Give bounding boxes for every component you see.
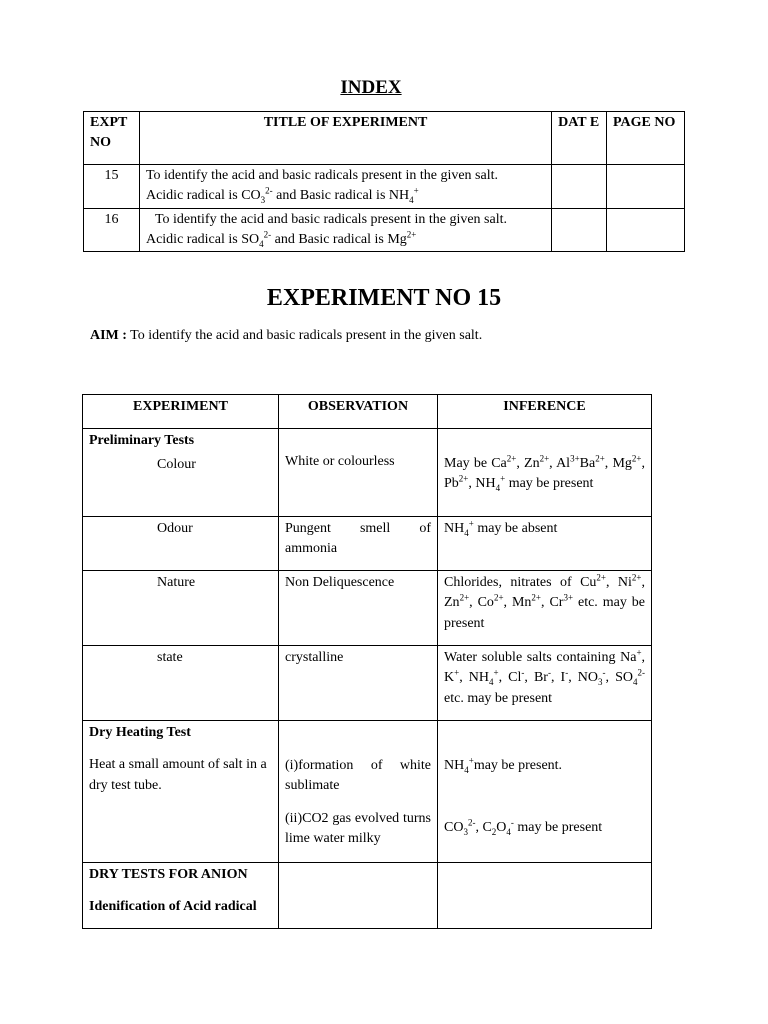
header-observation: OBSERVATION xyxy=(279,395,438,429)
index-row-no: 16 xyxy=(84,208,140,252)
index-row-title-line1: To identify the acid and basic radicals present in the given salt. xyxy=(154,211,507,227)
inf-co2: $CO_3^{2-}$, $C_2O_4^-$ may be present xyxy=(444,817,603,838)
inf-colour: May be $Ca^{2+}$, $Zn^{2+}$, $Al^{3+}Ba^{2+}$, $Mg^{2+}$, $Pb^{2+}$, $NH_4^+$ may be present xyxy=(444,453,645,494)
index-row-title xyxy=(139,208,551,252)
test-colour: Colour xyxy=(157,457,196,473)
cell-observation xyxy=(279,721,438,863)
table-row xyxy=(83,721,652,863)
index-header-date: DAT E xyxy=(552,112,607,165)
obs-sublimate: (i)formation of white sublimate xyxy=(285,758,431,794)
inf-state: Water soluble salts containing Na+, K+, $NH_4^+$, Cl-, Br-, I-, $NO_3^-$, $SO_4^{2-}etc$. may be present xyxy=(444,647,646,706)
test-odour: Odour xyxy=(157,521,193,536)
aim-statement xyxy=(90,326,482,346)
cell-inference xyxy=(438,646,652,721)
index-title: INDEX xyxy=(340,77,402,98)
table-row xyxy=(83,429,652,517)
section-dry-tests-anion: DRY TESTS FOR ANION xyxy=(89,867,248,882)
section-acid-radical: Idenification of Acid radical xyxy=(89,899,257,915)
cell-inference xyxy=(438,571,652,646)
inf-odour: $NH_4^+$ may be absent xyxy=(444,518,558,538)
inf-sublimate: $NH_4^+may$ be present. xyxy=(444,755,563,775)
aim-label: AIM : xyxy=(90,328,127,343)
header-experiment: EXPERIMENT xyxy=(83,395,279,429)
cell-inference xyxy=(438,721,652,863)
test-state: state xyxy=(157,650,183,665)
index-header-expt-no: EXPT NO xyxy=(84,112,140,165)
section-preliminary-tests: Preliminary Tests xyxy=(89,433,195,448)
index-row-title-line2: Acidic radical is $CO_3^{2-}$ and Basic radical is $NH_4^+$ xyxy=(145,185,419,206)
table-row xyxy=(83,517,652,571)
section-dry-heating: Dry Heating Test xyxy=(89,725,191,740)
index-table xyxy=(83,111,685,252)
experiment-header-row xyxy=(83,395,652,429)
index-row-title-line2: Acidic radical is $SO_4^{2-}$ and Basic radical is $Mg^{2+}$ xyxy=(145,229,417,249)
obs-nature: Non Deliquescence xyxy=(279,571,438,646)
index-header-page-no: PAGE NO xyxy=(607,112,685,165)
cell-experiment xyxy=(83,571,279,646)
cell-experiment xyxy=(83,721,279,863)
index-row-date xyxy=(552,208,607,252)
cell-experiment xyxy=(83,646,279,721)
aim-text: To identify the acid and basic radicals present in the given salt. xyxy=(126,328,483,343)
index-row-date xyxy=(552,165,607,209)
cell-experiment xyxy=(83,429,279,517)
table-row xyxy=(84,165,685,209)
header-inference: INFERENCE xyxy=(438,395,652,429)
obs-colour: White or colourless xyxy=(285,454,395,469)
cell-experiment xyxy=(83,517,279,571)
experiment-table xyxy=(82,394,652,929)
index-header-title: TITLE OF EXPERIMENT xyxy=(139,112,551,165)
cell-observation xyxy=(279,863,438,929)
index-row-no: 15 xyxy=(84,165,140,209)
obs-state: crystalline xyxy=(279,646,438,721)
index-header-row xyxy=(84,112,685,165)
table-row xyxy=(83,863,652,929)
table-row xyxy=(84,208,685,252)
cell-inference xyxy=(438,863,652,929)
obs-odour: Pungent smell of ammonia xyxy=(279,517,438,571)
inf-nature: Chlorides, nitrates of $Cu^{2+}$, $Ni^{2+}$, $Zn^{2+}$, $Co^{2+}$, $Mn^{2+}$, $Cr^{3+}$ etc. may be present xyxy=(444,572,646,631)
test-nature: Nature xyxy=(157,575,196,590)
index-row-page xyxy=(607,208,685,252)
cell-observation xyxy=(279,429,438,517)
cell-experiment xyxy=(83,863,279,929)
cell-inference xyxy=(438,429,652,517)
dry-heating-procedure: Heat a small amount of salt in a dry test tube. xyxy=(89,757,267,793)
index-row-title xyxy=(139,165,551,209)
table-row xyxy=(83,571,652,646)
table-row xyxy=(83,646,652,721)
index-row-title-line1: To identify the acid and basic radicals present in the given salt. xyxy=(145,168,498,183)
experiment-heading: EXPERIMENT NO 15 xyxy=(266,285,502,311)
obs-co2: (ii)CO2 gas evolved turns lime water milky xyxy=(285,810,431,846)
index-row-page xyxy=(607,165,685,209)
cell-inference xyxy=(438,517,652,571)
